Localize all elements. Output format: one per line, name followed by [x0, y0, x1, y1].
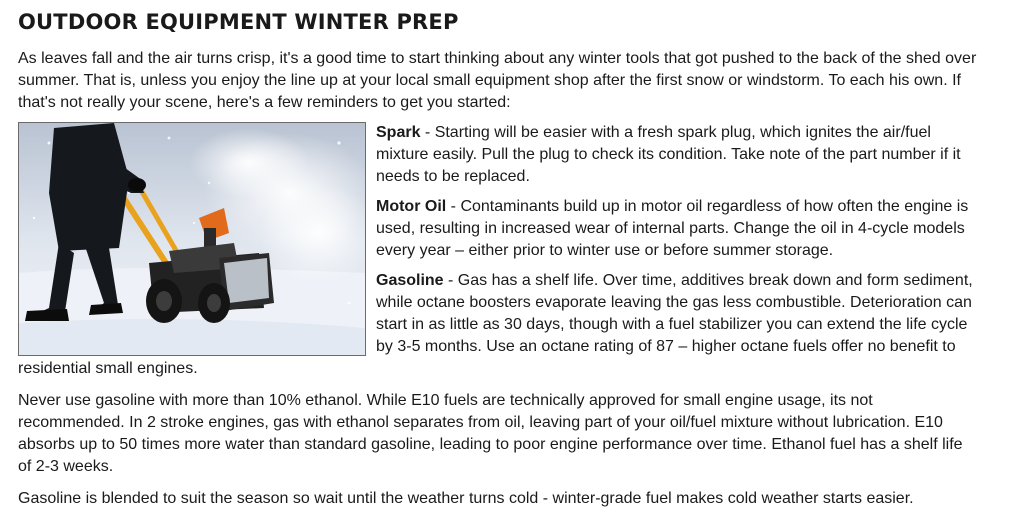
- article: [18, 0, 978, 510]
- intro-paragraph: As leaves fall and the air turns crisp, it's a good time to start thinking about any winter tools that got pushed to the back of the shed over summer. That is, unless you enjoy the line up at your local small equipment shop after the first snow or windstorm. To each his own. If that's not really your scene, here's a few reminders to get you started:: [18, 50, 977, 111]
- article-title: OUTDOOR EQUIPMENT WINTER PREP: [18, 10, 459, 34]
- tip-term: Motor Oil: [376, 198, 447, 215]
- ethanol-paragraph: Never use gasoline with more than 10% ethanol. While E10 fuels are technically approved for small engine usage, its not recommended. In 2 stroke engines, gas with ethanol separates from oil, leaving part of your oil/fuel mixture without lubrication. E10 absorbs up to 50 times more water than standard gasoline, leading to poor engine performance over time. Ethanol fuel has a shelf life of 2-3 weeks.: [18, 392, 963, 475]
- season-paragraph: Gasoline is blended to suit the season so wait until the weather turns cold - winter-grade fuel makes cold weather starts easier.: [18, 490, 914, 507]
- snowblower-photo: [18, 122, 366, 356]
- tip-text: - Contaminants build up in motor oil regardless of how often the engine is used, resulting in increased wear of internal parts. Change the oil in 4-cycle models every year – either prior to winter use or before summer storage.: [376, 198, 969, 259]
- tip-term: Gasoline: [376, 272, 444, 289]
- tip-text: - Starting will be easier with a fresh spark plug, which ignites the air/fuel mixture easily. Pull the plug to check its condition. Take note of the part number if it needs to be replaced.: [376, 124, 961, 185]
- tip-term: Spark: [376, 124, 421, 141]
- tip-text: - Gas has a shelf life. Over time, additives break down and form sediment, while octane boosters evaporate leaving the gas less combustible. Deterioration can start in as little as 30 days, though with a fuel stabilizer you can extend the life cycle by 3-5 months. Use an octane rating of 87 – higher octane fuels offer no benefit to residential small engines.: [18, 272, 973, 377]
